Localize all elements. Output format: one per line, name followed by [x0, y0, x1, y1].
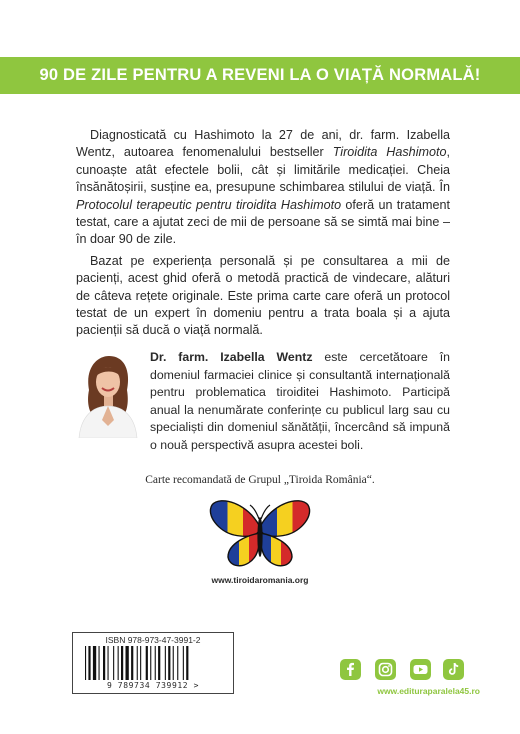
facebook-icon[interactable]: [340, 659, 361, 680]
isbn-label: ISBN 978-973-47-3991-2: [105, 635, 201, 645]
youtube-icon[interactable]: [410, 659, 431, 680]
description-text: , cunoaște atât efectele bolii, cât și limitările medicației. Cheia însănătoșirii, susține ea, presupune schimbarea stilului de viață. În: [76, 145, 450, 195]
isbn-digits: 9 789734 739912 >: [106, 681, 200, 690]
author-bio: [150, 349, 450, 455]
publisher-url[interactable]: www.edituraparalela45.ro: [377, 686, 480, 696]
tiktok-icon[interactable]: [443, 659, 464, 680]
description-text: Diagnosticată cu Hashimoto la 27 de ani, dr. farm. Izabella Wentz, autoarea fenomenalului bestseller: [76, 128, 450, 160]
instagram-icon[interactable]: [375, 659, 396, 680]
barcode-bars: [83, 646, 223, 680]
book-title-reference: Tiroidita Hashimoto: [332, 145, 447, 160]
description-paragraph-2: Bazat pe experiența personală și pe consultarea a mii de pacienți, acest ghid oferă o metodă practică de vindecare, alături de câteva rețete originale. Este prima carte care oferă un protocol testat de un expert în domeniu pentru a trata boala și a ajuta pacienții să ducă o viață normală.: [76, 253, 450, 338]
title-banner: [0, 57, 520, 94]
book-title-reference: Protocolul terapeutic pentru tiroidita Hashimoto: [76, 197, 342, 212]
butterfly-logo: [208, 497, 312, 573]
recommendation-note: Carte recomandată de Grupul „Tiroida România“.: [145, 474, 375, 486]
author-photo: [75, 350, 141, 438]
banner-text: 90 DE ZILE PENTRU A REVENI LA O VIAȚĂ NORMALĂ!: [39, 66, 481, 84]
author-name: Dr. farm. Izabella Wentz: [150, 350, 313, 364]
book-description: [76, 127, 450, 344]
isbn-barcode: [72, 632, 234, 694]
recommendation-url[interactable]: www.tiroidaromania.org: [211, 575, 309, 585]
description-paragraph-1: [76, 127, 450, 249]
author-bio-text: este cercetătoare în domeniul farmaciei clinice și consultantă internațională pentru problematica tiroiditei Hashimoto. Participă anual la nenumărate conferințe cu publicul larg sau cu specialiști din domeniul sănătății, încercând să impună o nouă perspectivă asupra acestei boli.: [150, 350, 450, 452]
description-text: oferă un tratament testat, care a ajutat zeci de mii de persoane să se simtă mai bine – în doar 90 de zile.: [76, 197, 450, 247]
